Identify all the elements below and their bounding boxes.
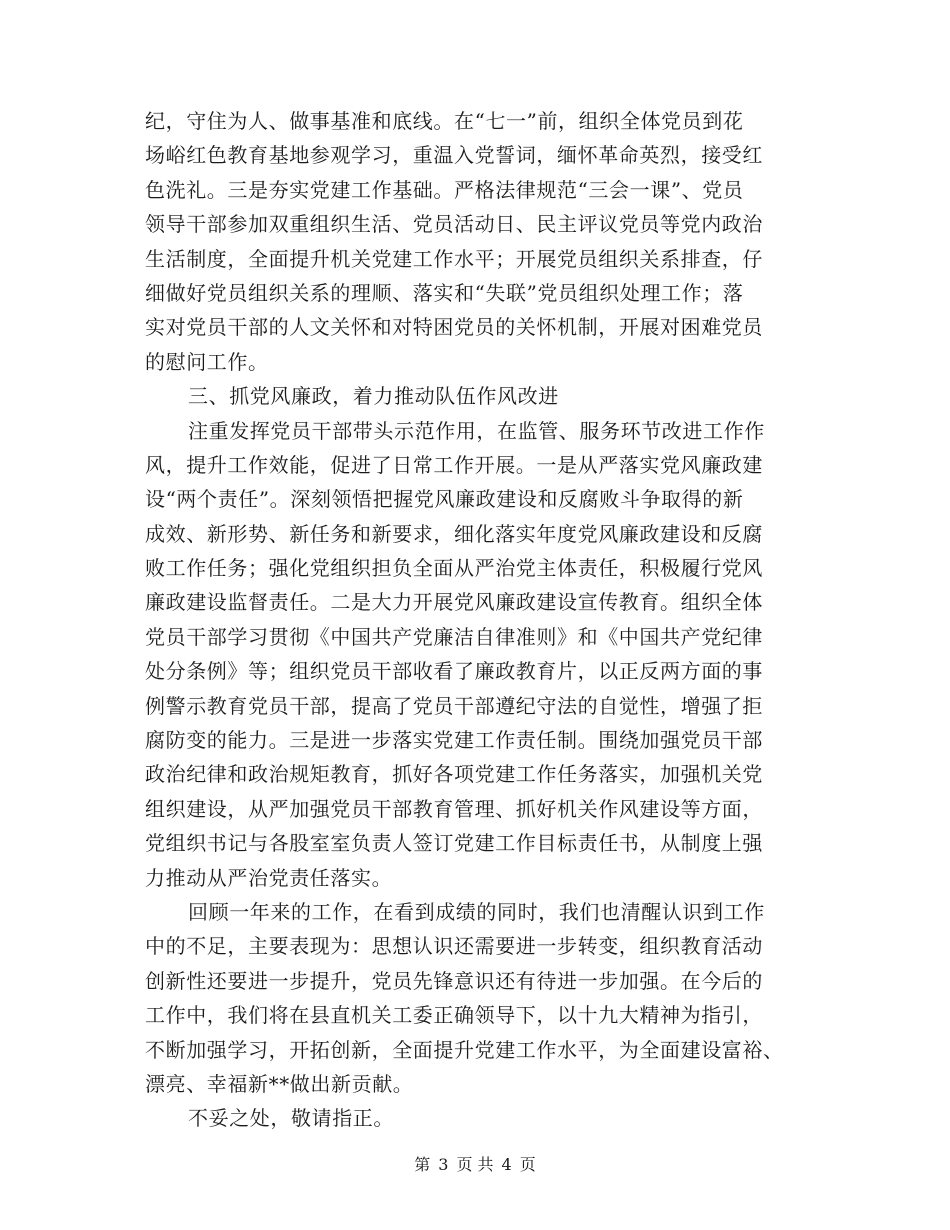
text-line: 设“两个责任”。深刻领悟把握党风廉政建设和反腐败斗争取得的新: [145, 487, 744, 512]
text-line: 领导干部参加双重组织生活、党员活动日、民主评议党员等党内政治: [145, 212, 763, 237]
page-footer: [0, 1155, 950, 1175]
text-line: 的慰问工作。: [145, 349, 269, 374]
text-line: 党员干部学习贯彻《中国共产党廉洁自律准则》和《中国共产党纪律: [145, 624, 763, 649]
text-line: 处分条例》等；组织党员干部收看了廉政教育片，以正反两方面的事: [145, 659, 763, 684]
text-line: 实对党员干部的人文关怀和对特困党员的关怀机制，开展对困难党员: [145, 315, 763, 340]
text-line: 例警示教育党员干部，提高了党员干部遵纪守法的自觉性，增强了拒: [145, 693, 763, 718]
text-line: 腐防变的能力。三是进一步落实党建工作责任制。围绕加强党员干部: [145, 728, 763, 753]
footer-suffix: 页: [519, 1155, 536, 1174]
text-line: 败工作任务；强化党组织担负全面从严治党主体责任，积极履行党风: [145, 556, 763, 581]
text-line: 组织建设，从严加强党员干部教育管理、抓好机关作风建设等方面，: [145, 796, 763, 821]
total-pages-number: 4: [501, 1155, 512, 1174]
text-line: 工作中，我们将在县直机关工委正确领导下，以十九大精神为指引，: [145, 1003, 763, 1028]
text-line: 场峪红色教育基地参观学习，重温入党誓词，缅怀革命英烈，接受红: [145, 143, 763, 168]
text-line: 风，提升工作效能，促进了日常工作开展。一是从严落实党风廉政建: [145, 452, 763, 477]
text-line: 不断加强学习，开拓创新，全面提升党建工作水平，为全面建设富裕、: [145, 1037, 784, 1062]
text-line: 注重发挥党员干部带头示范作用，在监管、服务环节改进工作作: [188, 418, 765, 443]
text-line: 色洗礼。三是夯实党建工作基础。严格法律规范“三会一课”、党员: [145, 177, 744, 202]
current-page-number: 3: [438, 1155, 449, 1174]
text-line: 中的不足，主要表现为：思想认识还需要进一步转变，组织教育活动: [145, 934, 763, 959]
text-line: 廉政建设监督责任。二是大力开展党风廉政建设宣传教育。组织全体: [145, 590, 763, 615]
text-line: 成效、新形势、新任务和新要求，细化落实年度党风廉政建设和反腐: [145, 521, 763, 546]
text-line: 漂亮、幸福新**做出新贡献。: [145, 1071, 414, 1096]
text-line: 回顾一年来的工作，在看到成绩的同时，我们也清醒认识到工作: [188, 899, 765, 924]
text-line: 生活制度，全面提升机关党建工作水平；开展党员组织关系排查，仔: [145, 246, 763, 271]
footer-prefix: 第: [414, 1155, 431, 1174]
footer-middle: 页 共: [456, 1155, 494, 1174]
text-line: 政治纪律和政治规矩教育，抓好各项党建工作任务落实，加强机关党: [145, 762, 763, 787]
text-line: 力推动从严治党责任落实。: [145, 865, 393, 890]
text-line: 三、抓党风廉政，着力推动队伍作风改进: [188, 384, 559, 409]
document-body: [145, 104, 805, 1136]
text-line: 党组织书记与各股室室负责人签订党建工作目标责任书，从制度上强: [145, 831, 763, 856]
text-line: 创新性还要进一步提升，党员先锋意识还有待进一步加强。在今后的: [145, 968, 763, 993]
text-line: 纪，守住为人、做事基准和底线。在“七一”前，组织全体党员到花: [145, 109, 744, 133]
text-line: 不妥之处，敬请指正。: [188, 1106, 394, 1131]
text-line: 细做好党员组织关系的理顺、落实和“失联”党员组织处理工作；落: [145, 280, 744, 305]
